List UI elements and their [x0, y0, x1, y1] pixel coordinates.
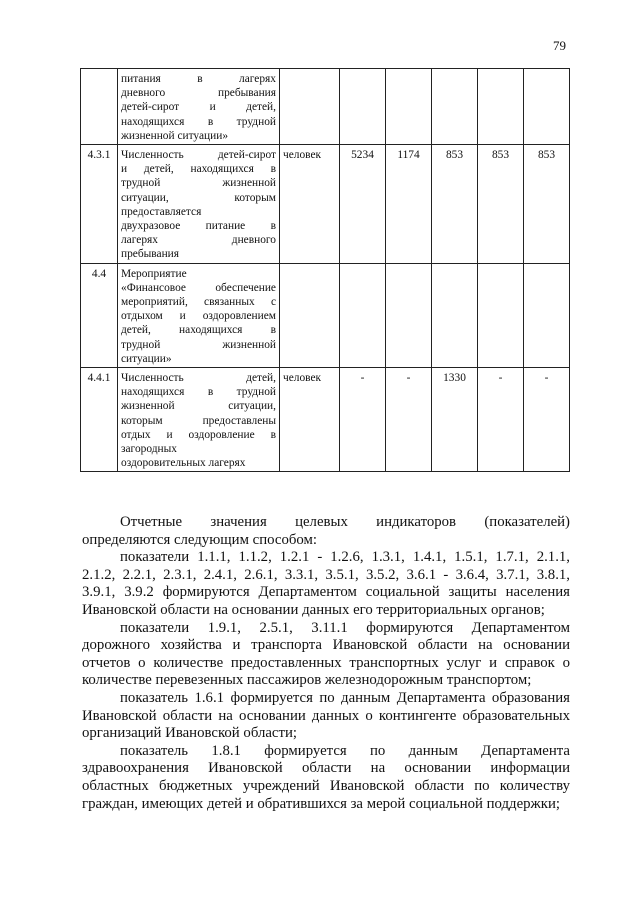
paragraph-line: 2.1.2, 2.2.1, 2.3.1, 2.4.1, 2.6.1, 3.3.1, 3.5.1, 3.5.2, 3.6.1 - 3.6.4, 3.7.1, 3.8.1,: [82, 566, 570, 583]
indicator-name-line: питания в лагерях: [121, 73, 276, 85]
paragraph-line: организаций Ивановской области;: [82, 725, 297, 742]
indicator-name-line: и детей, находящихся в: [121, 163, 276, 176]
value-cell: 1330: [432, 368, 478, 472]
table-row: [81, 368, 570, 472]
paragraph-line: Ивановской области на основании данных о контингенте образовательных: [82, 707, 570, 724]
indicator-name-line: находящихся в трудной: [121, 115, 276, 128]
value-cell: -: [340, 368, 386, 472]
indicator-name-line: находящихся в трудной: [121, 386, 276, 399]
paragraph: [82, 549, 570, 619]
unit-cell: человек: [280, 145, 340, 264]
indicator-name: [118, 145, 280, 264]
paragraph-line: дорожного хозяйства и транспорта Ивановской области на основании: [82, 637, 570, 654]
indicators-table: [80, 68, 570, 472]
indicator-name-line: ситуации»: [121, 352, 172, 365]
paragraph: [82, 690, 570, 743]
paragraph-line: Ивановской области на основании данных его территориальных органов;: [82, 601, 545, 618]
indicator-name-line: детей, находящихся в: [121, 324, 276, 337]
indicator-name-line: детей-сирот и детей,: [121, 101, 276, 114]
row-number: 4.4.1: [81, 368, 118, 472]
indicator-name-line: мероприятий, связанных с: [121, 296, 276, 309]
indicator-name-line: Мероприятие: [121, 267, 187, 280]
paragraph-line: показатели 1.1.1, 1.1.2, 1.2.1 - 1.2.6, 1.3.1, 1.4.1, 1.5.1, 1.7.1, 2.1.1,: [120, 549, 570, 566]
indicator-name-line: оздоровительных лагерях: [121, 457, 246, 470]
value-cell: [386, 263, 432, 367]
indicator-name-line: которым предоставлены: [121, 414, 276, 427]
indicator-name-line: Численность детей,: [121, 372, 276, 385]
value-cell: -: [524, 368, 570, 472]
indicator-name-line: отдыхом и оздоровлением: [121, 310, 276, 323]
page-number: 79: [553, 38, 566, 53]
table-row: [81, 69, 570, 145]
indicator-name-line: двухразовое питание в: [121, 220, 276, 233]
paragraph: [82, 620, 570, 690]
paragraph-line: определяются следующим способом:: [82, 531, 317, 548]
unit-cell: [280, 263, 340, 367]
indicator-name-line: трудной жизненной: [121, 338, 276, 351]
value-cell: 5234: [340, 145, 386, 264]
value-cell: [478, 69, 524, 145]
paragraph-line: здравоохранения Ивановской области на основании информации: [82, 760, 570, 777]
value-cell: 1174: [386, 145, 432, 264]
paragraph-line: 3.9.1, 3.9.2 формируются Департаментом социальной защиты населения: [82, 584, 570, 601]
indicator-name-line: загородных: [121, 443, 177, 456]
indicator-name-line: Численность детей-сирот: [121, 149, 276, 162]
indicator-name: [118, 263, 280, 367]
value-cell: 853: [524, 145, 570, 264]
paragraph-line: показатель 1.6.1 формируется по данным Департамента образования: [120, 689, 570, 706]
row-number: 4.4: [81, 263, 118, 367]
table-row: [81, 145, 570, 264]
value-cell: [340, 69, 386, 145]
row-number: [81, 69, 118, 145]
indicator-name-line: жизненной ситуации,: [121, 400, 276, 413]
value-cell: [524, 69, 570, 145]
body-text: [82, 514, 570, 813]
paragraph-line: показатель 1.8.1 формируется по данным Департамента: [120, 742, 570, 759]
value-cell: -: [478, 368, 524, 472]
paragraph: [82, 743, 570, 813]
indicator-name-line: пребывания: [121, 248, 180, 261]
unit-cell: человек: [280, 368, 340, 472]
paragraph-line: показатели 1.9.1, 2.5.1, 3.11.1 формируются Департаментом: [120, 619, 570, 636]
indicator-name-line: отдых и оздоровление в: [121, 428, 276, 441]
indicator-name-line: «Финансовое обеспечение: [121, 281, 276, 294]
indicator-name: [118, 69, 280, 145]
value-cell: 853: [432, 145, 478, 264]
indicator-name-line: предоставляется: [121, 205, 202, 218]
paragraph-line: Отчетные значения целевых индикаторов (показателей): [120, 514, 570, 530]
value-cell: [340, 263, 386, 367]
indicator-name: [118, 368, 280, 472]
paragraph-line: областных бюджетных учреждений Ивановской области по количеству: [82, 777, 570, 794]
table-row: [81, 263, 570, 367]
row-number: 4.3.1: [81, 145, 118, 264]
value-cell: [386, 69, 432, 145]
indicator-name-line: трудной жизненной: [121, 177, 276, 190]
value-cell: 853: [478, 145, 524, 264]
indicator-name-line: лагерях дневного: [121, 234, 276, 247]
indicator-name-line: жизненной ситуации»: [121, 129, 229, 142]
value-cell: [478, 263, 524, 367]
value-cell: -: [386, 368, 432, 472]
indicator-name-line: дневного пребывания: [121, 87, 276, 100]
value-cell: [432, 263, 478, 367]
paragraph-line: граждан, имеющих детей и обратившихся за мерой социальной поддержки;: [82, 795, 560, 812]
value-cell: [524, 263, 570, 367]
value-cell: [432, 69, 478, 145]
paragraph-line: количестве перевезенных пассажиров железнодорожным транспортом;: [82, 672, 532, 689]
unit-cell: [280, 69, 340, 145]
paragraph: [82, 514, 570, 549]
paragraph-line: отчетов о количестве предоставленных транспортных услуг и справок о: [82, 654, 570, 671]
indicator-name-line: ситуации, которым: [121, 191, 276, 204]
